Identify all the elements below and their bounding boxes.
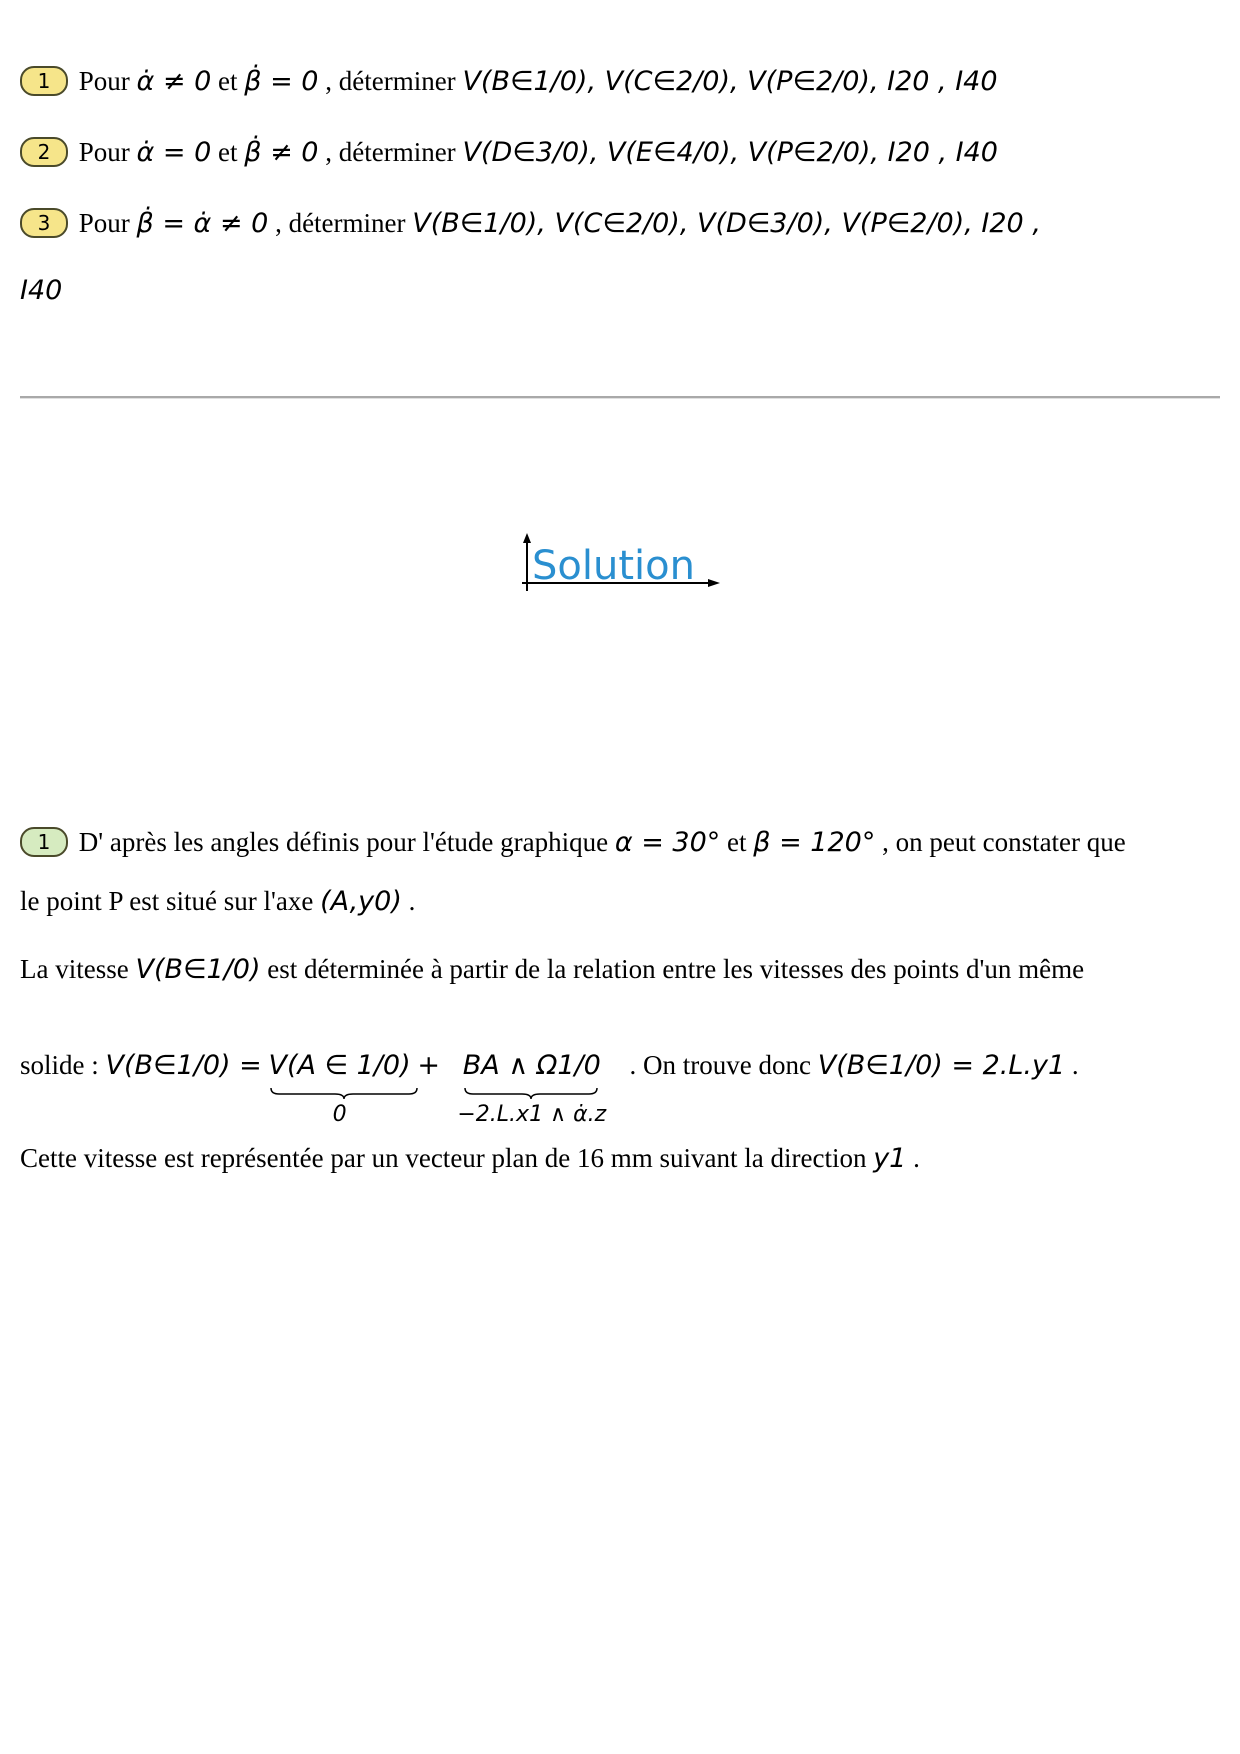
step-badge-answer-1: 1 — [20, 827, 68, 857]
equation-term-1 — [268, 1050, 411, 1127]
requested-quantities: V(B∈1/0), V(C∈2/0), V(D∈3/0), V(P∈2/0), I20 , — [412, 208, 1041, 239]
answer-line-2: le point P est situé sur l'axe (A,y0) . — [20, 886, 416, 917]
answer-text: le point P est situé sur l'axe — [20, 886, 314, 916]
answer-text: solide : — [20, 1050, 99, 1080]
pour-label: Pour — [78, 208, 130, 238]
velocity-vector: V(B∈1/0) — [135, 954, 261, 985]
velocity-result: V(B∈1/0) = 2.L.y1 — [817, 1050, 1066, 1081]
step-badge-2: 2 — [20, 137, 68, 167]
answer-line-final — [20, 1143, 1220, 1174]
step-badge-1: 1 — [20, 66, 68, 96]
underbrace-1-label: 0 — [332, 1102, 347, 1127]
condition-beta: β̇ = 0 — [244, 66, 319, 97]
question-3 — [20, 208, 1220, 239]
solution-link[interactable] — [522, 533, 722, 593]
underbrace-2 — [463, 1086, 599, 1100]
separator-line — [20, 396, 1220, 399]
determiner-label: , déterminer — [325, 137, 456, 167]
alpha-value: α = 30° — [614, 827, 721, 858]
period: . — [1071, 1050, 1079, 1080]
answer-text: , on peut constater que — [882, 827, 1126, 857]
et-label: et — [727, 827, 747, 857]
question-1 — [20, 66, 1220, 97]
answer-line-1 — [20, 827, 1220, 858]
requested-quantities: V(D∈3/0), V(E∈4/0), V(P∈2/0), I20 , I40 — [462, 137, 998, 168]
condition-alpha: α̇ ≠ 0 — [136, 66, 212, 97]
direction-vector: y1 — [873, 1143, 907, 1174]
answer-text: D' après les angles définis pour l'étude graphique — [78, 827, 609, 857]
question-3-continued — [20, 275, 1220, 306]
period: . — [913, 1143, 920, 1173]
underbrace-1 — [269, 1086, 419, 1100]
equation-lhs: V(B∈1/0) = — [105, 1050, 262, 1081]
condition-alpha: α̇ = 0 — [136, 137, 212, 168]
et-label: et — [218, 137, 238, 167]
question-2 — [20, 137, 1220, 168]
determiner-label: , déterminer — [325, 66, 456, 96]
answer-text: La vitesse — [20, 954, 129, 984]
equation-term-1-text: V(A ∈ 1/0) — [268, 1050, 411, 1081]
step-badge-3: 3 — [20, 208, 68, 238]
answer-text: Cette vitesse est représentée par un vecteur plan de 16 mm suivant la direction — [20, 1143, 867, 1173]
underbrace-2-label: −2.L.x1 ∧ α̇.z — [457, 1102, 607, 1127]
axis-notation: (A,y0) — [320, 886, 402, 917]
answer-text: est déterminée à partir de la relation entre les vitesses des points d'un même — [267, 954, 1085, 984]
answer-text: . On trouve donc — [629, 1050, 812, 1080]
equation-line — [20, 1050, 1220, 1127]
equation-term-2 — [457, 1050, 607, 1127]
plus-sign: + — [417, 1050, 441, 1081]
determiner-label: , déterminer — [275, 208, 406, 238]
et-label: et — [218, 66, 238, 96]
pour-label: Pour — [78, 66, 130, 96]
requested-quantity-i40: I40 — [20, 275, 63, 306]
condition-beta-alpha: β̇ = α̇ ≠ 0 — [136, 208, 269, 239]
equation-term-2-text: BA ∧ Ω1/0 — [462, 1050, 601, 1081]
answer-line-3 — [20, 954, 1220, 985]
solution-label[interactable]: Solution — [532, 543, 695, 589]
pour-label: Pour — [78, 137, 130, 167]
beta-value: β = 120° — [753, 827, 876, 858]
requested-quantities: V(B∈1/0), V(C∈2/0), V(P∈2/0), I20 , I40 — [462, 66, 998, 97]
condition-beta: β̇ ≠ 0 — [244, 137, 319, 168]
